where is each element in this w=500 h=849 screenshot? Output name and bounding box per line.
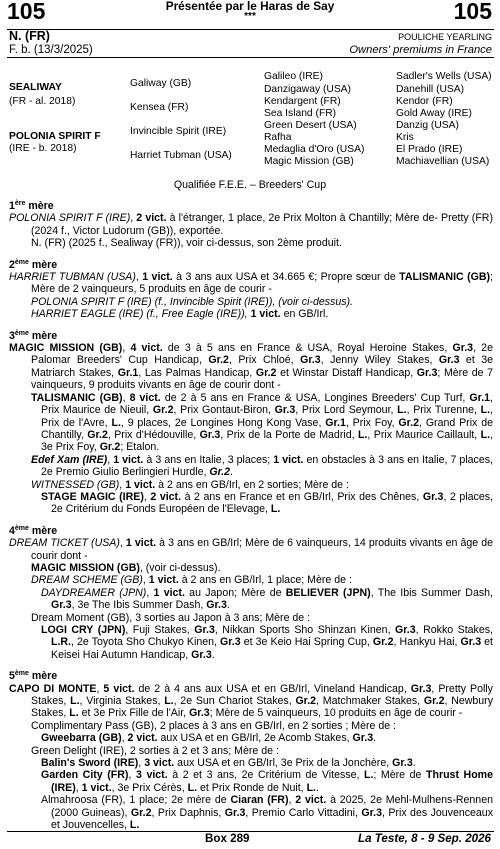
entry-text: et Prix Ronde de Nuit, xyxy=(197,781,307,794)
entry-text: Gr.1 xyxy=(117,366,139,379)
entry-text: Garden City (FR) xyxy=(41,769,129,782)
entry-text: , Pretty Polly Stakes, xyxy=(31,682,493,708)
entry-text: Gr.2 xyxy=(372,636,394,649)
entry-text: L. xyxy=(129,819,140,832)
section-title xyxy=(9,330,493,342)
entry-text: de 2 à 5 ans en France & USA, Longines Breeders' Cup Turf, xyxy=(160,391,470,404)
entry-text: Gr.3 xyxy=(352,732,374,745)
lot-number-right: 105 xyxy=(453,0,492,24)
entry-text: Gr.3 xyxy=(392,757,413,770)
box-number: Box 289 xyxy=(205,832,250,845)
entry-text: , Prix Chloé, xyxy=(228,354,301,367)
entry-text: Gr.2 xyxy=(423,695,445,708)
entry-text: Gr.3 xyxy=(410,682,432,695)
entry-text: , xyxy=(121,732,128,745)
section-ordinal: ère xyxy=(14,200,26,207)
entry-text: Gr.1 xyxy=(325,416,346,429)
entry-text: , xyxy=(122,342,131,355)
entry-text: , xyxy=(130,212,137,225)
divider-top xyxy=(7,29,494,30)
entry-text: 8 vict. xyxy=(129,391,161,404)
venue-date: La Teste, 8 - 9 Sep. 2026 xyxy=(358,832,491,845)
produce-entry xyxy=(9,491,493,516)
pedigree-gen2: Harriet Tubman (USA) xyxy=(130,150,232,161)
pedigree-gen3: Danzigaway (USA) xyxy=(264,84,351,95)
entry-text: 2 vict. xyxy=(295,794,327,807)
dam-section xyxy=(9,259,493,321)
entry-text: et 3e Matriarch Stakes, xyxy=(31,354,493,379)
pedigree-gen3: Rafha xyxy=(264,132,292,143)
entry-text: , xyxy=(143,490,151,503)
entry-text: 1 vict. xyxy=(250,308,281,321)
entry-text: , xyxy=(75,781,82,794)
premium-label: Owners' premiums in France xyxy=(349,44,492,56)
entry-text: à 2 ans en GB/Irl, en 2 sorties; Mère de : xyxy=(155,478,349,491)
entry-text: , Prix Maurice de Nieuil, xyxy=(41,391,493,417)
entry-text: Green Delight (IRE), 2 sorties à 2 et 3 ans; Mère de : xyxy=(31,744,279,757)
entry-text: Gr.3 xyxy=(194,624,215,636)
entry-text: L. xyxy=(164,695,174,708)
pedigree-gen3: Magic Mission (GB) xyxy=(264,156,354,167)
section-title xyxy=(9,259,493,271)
produce-entry xyxy=(9,794,493,831)
entry-text: , The Ibis Summer Dash, xyxy=(370,586,493,599)
section-title xyxy=(9,200,493,212)
entry-text: DAYDREAMER (JPN) xyxy=(41,586,147,599)
entry-text: Gr.1 xyxy=(469,391,491,404)
produce-entry xyxy=(9,271,493,296)
entry-text: 2 vict. xyxy=(136,212,167,225)
entry-text: Complimentary Pass (GB), 2 places à 3 ans en GB/Irl, en 2 sorties ; Mère de : xyxy=(31,719,397,732)
entry-text: DREAM TICKET (USA) xyxy=(9,537,120,550)
entry-text: Gr.2 xyxy=(295,695,317,708)
entry-text: , 2 places, 2e Critérium du Fonds Européen de l'Elevage, xyxy=(51,490,493,516)
produce-entry xyxy=(9,308,493,320)
entry-text: . xyxy=(211,648,215,661)
entry-text: , 2e Sun Chariot Stakes, xyxy=(173,695,296,708)
entry-text: Gr.3 xyxy=(51,599,72,612)
entry-text: L. xyxy=(480,404,491,417)
produce-entry xyxy=(9,587,493,612)
entry-text: 1 vict. xyxy=(113,453,144,466)
entry-text: , Prix de l'Avre, xyxy=(41,404,493,429)
entry-text: 1 vict. xyxy=(142,271,173,284)
produce-entry xyxy=(9,624,493,661)
dam-info: (IRE - b. 2018) xyxy=(9,143,77,154)
entry-text: , xyxy=(119,478,126,491)
section-ordinal: ème xyxy=(14,258,29,266)
entry-text: Gweebarra (GB) xyxy=(41,732,122,745)
entry-text: 1 vict. xyxy=(273,453,304,466)
entry-text: Balin's Sword (IRE) xyxy=(41,757,139,770)
entry-text: Gr.2 xyxy=(209,466,231,479)
entry-text: L. xyxy=(397,404,407,417)
entry-text: Gr.3 xyxy=(206,599,227,612)
entry-text: . xyxy=(226,599,230,612)
section-number: 3 xyxy=(9,329,15,342)
entry-text: 5 vict. xyxy=(103,682,135,695)
entry-text: Almahroosa (FR), 1 place; 2e mère de xyxy=(41,794,231,807)
entry-text: Gr.3 xyxy=(395,624,416,636)
entry-text: 2 vict. xyxy=(127,732,158,745)
entry-text: à 3 ans en GB/Irl; Mère de 6 vainqueurs, 14 produits vivants en âge de courir dont - xyxy=(31,537,493,562)
entry-text: aux USA et en GB/Irl, 2e Acomb Stakes, xyxy=(157,732,353,745)
entry-text: et Keisei Hai Autumn Handicap, xyxy=(51,636,494,661)
entry-text: N. (FR) (2025 f., Sealiway (FR)), voir ci-dessus, son 2ème produit. xyxy=(31,237,342,250)
entry-text: , Prix des Jouvenceaux et Jouvencelles, xyxy=(51,806,493,832)
pedigree-gen2: Invincible Spirit (IRE) xyxy=(130,126,227,137)
entry-text: à 3 ans aux USA et 34.665 €; Propre sœur de xyxy=(172,271,400,284)
section-word: mère xyxy=(28,258,58,271)
section-number: 2 xyxy=(9,258,15,271)
entry-text: HARRIET TUBMAN (USA) xyxy=(9,271,136,284)
entry-text: . xyxy=(373,732,377,745)
entry-text: , Fuji Stakes, xyxy=(125,624,195,636)
entry-text: , Prix de la Porte de Madrid, xyxy=(220,428,358,441)
coat-birth: F. b. (13/3/2025) xyxy=(9,44,93,56)
stars-marker: *** xyxy=(244,11,256,22)
entry-text: en obstacles à 3 ans en Italie, 7 places, 2e Premio Giulio Berlingieri Hurdle, xyxy=(41,453,493,479)
pedigree-gen2: Galiway (GB) xyxy=(130,78,192,89)
sire-name: SEALIWAY xyxy=(9,82,62,93)
entry-text: 3 vict. xyxy=(144,757,175,770)
entry-text: , 2e Palomar Breeders' Cup Handicap, xyxy=(31,342,493,367)
entry-text: 1 vict. xyxy=(148,574,179,587)
entry-text: à 2 ans en GB/Irl, 1 place; Mère de : xyxy=(178,574,352,587)
entry-text: , Premio Carlo Vittadini, xyxy=(245,806,362,819)
entry-text: ; Mère de xyxy=(373,769,427,782)
entry-text: Gr.3 xyxy=(220,636,241,649)
entry-text: CAPO DI MONTE xyxy=(9,682,97,695)
entry-text: , Prix Daphnis, xyxy=(151,806,225,819)
entry-text: , xyxy=(119,537,126,550)
entry-text: WITNESSED (GB) xyxy=(31,478,120,491)
entry-text: L. xyxy=(70,695,80,708)
produce-entry xyxy=(9,212,493,237)
horse-name: N. (FR) xyxy=(9,29,50,43)
entry-text: et 3e Keio Hai Spring Cup, xyxy=(240,636,373,649)
produce-entry xyxy=(9,745,493,757)
section-word: mère xyxy=(25,200,54,212)
section-word: mère xyxy=(28,524,58,537)
entry-text: Gr.3 xyxy=(452,342,474,355)
entry-text: Gr.2 xyxy=(152,404,174,417)
entry-text: 1 vict. xyxy=(125,478,156,491)
pedigree-gen3: Galileo (IRE) xyxy=(264,71,323,82)
produce-entry xyxy=(9,732,493,744)
entry-text: Gr.2 xyxy=(130,806,152,819)
produce-entry xyxy=(9,342,493,392)
entry-text: Gr.2 xyxy=(87,428,108,441)
entry-text: POLONIA SPIRIT F (IRE) xyxy=(9,212,131,225)
entry-text: à 2 ans en France et en GB/Irl, Prix des Chênes, xyxy=(181,490,423,503)
produce-entry xyxy=(9,612,493,624)
entry-text: 1 vict. xyxy=(125,537,157,550)
pedigree-gen3: Sea Island (FR) xyxy=(264,108,337,119)
entry-text: , 2e Toyota Sho Chukyo Kinen, xyxy=(71,636,221,649)
pedigree-gen3: Kendargent (FR) xyxy=(264,96,341,107)
entry-text: et 3e Prix Fille de l'Air, xyxy=(78,707,190,720)
entry-text: , xyxy=(128,769,136,782)
entry-text: Dream Moment (GB), 3 sorties au Japon à 3 ans; Mère de : xyxy=(31,611,311,624)
entry-text: , xyxy=(138,757,145,770)
dam-section xyxy=(9,330,493,516)
produce-entry xyxy=(9,683,493,720)
entry-text: , Rokko Stakes, xyxy=(415,624,493,636)
section-word: mère xyxy=(28,329,58,342)
entry-text: aux USA et en GB/Irl, 3e Prix de la Jonchère, xyxy=(174,757,393,770)
pedigree-gen4: Danehill (USA) xyxy=(396,84,465,95)
entry-text: , Nikkan Sports Sho Shinzan Kinen, xyxy=(214,624,396,636)
entry-text: TALISMANIC (GB) xyxy=(31,391,123,404)
pedigree-gen3: Medaglia d'Oro (USA) xyxy=(264,144,365,155)
dam-section xyxy=(9,200,493,250)
entry-text: , xyxy=(146,586,154,599)
entry-text: à 2025, 2e Mehl-Mulhens-Rennen (2000 Guineas), xyxy=(51,794,493,819)
pedigree-gen3: Green Desert (USA) xyxy=(264,120,357,131)
entry-text: 2 vict. xyxy=(150,490,182,503)
entry-text: MAGIC MISSION (GB) xyxy=(31,561,140,574)
entry-text: L. xyxy=(111,416,121,429)
entry-text: Gr.2 xyxy=(208,354,229,367)
dam-name: POLONIA SPIRIT F xyxy=(9,131,101,142)
entry-text: 3 vict. xyxy=(135,769,168,782)
entry-text: Gr.3 xyxy=(300,354,321,367)
entry-text: BELIEVER (JPN) xyxy=(285,586,371,599)
entry-text: Gr.2 xyxy=(255,366,277,379)
entry-text: , 3e Prix Cérès, xyxy=(111,781,188,794)
entry-text: Gr.3 xyxy=(274,404,296,417)
produce-entry xyxy=(9,574,493,586)
entry-text: Gr.3 xyxy=(460,636,482,649)
produce-entry xyxy=(9,757,493,769)
entry-text: au Japon; Mère de xyxy=(184,586,286,599)
entry-text: . xyxy=(230,466,233,479)
entry-text: et Winstar Distaff Handicap, xyxy=(276,366,417,379)
produce-entry xyxy=(9,769,493,794)
entry-text: , Prix Turenne, xyxy=(406,404,481,417)
section-number: 4 xyxy=(9,524,15,537)
entry-text: Gr.3 xyxy=(416,366,438,379)
entry-text: TALISMANIC (GB) xyxy=(399,271,491,284)
entry-text: ; Mère de 7 vainqueurs, 9 produits vivants en âge de courir dont - xyxy=(31,366,493,392)
entry-text: L. xyxy=(187,781,198,794)
entry-text: Edef Xam (IRE) xyxy=(31,453,108,466)
entry-text: en GB/Irl. xyxy=(280,308,329,321)
produce-entry xyxy=(9,562,493,574)
entry-text: , Prix Gontaut-Biron, xyxy=(173,404,275,417)
section-ordinal: ème xyxy=(14,670,29,678)
entry-text: Gr.3 xyxy=(422,490,444,503)
entry-text: 1 vict. xyxy=(81,781,112,794)
entry-text: L. xyxy=(363,769,374,782)
presented-by: Présentée par le Haras de Say xyxy=(165,0,335,13)
entry-text: . xyxy=(412,757,416,770)
entry-text: DREAM SCHEME (GB) xyxy=(31,574,143,587)
pedigree-gen4: Machiavellian (USA) xyxy=(396,156,490,167)
entry-text: , 9 places, 2e Longines Hong Kong Vase, xyxy=(120,416,326,429)
entry-text: à l'étranger, 1 place, 2e Prix Molton à Chantilly; Mère de- Pretty (FR) (2024 f., Victor Ludorum (GB)), exportée. xyxy=(31,212,493,237)
produce-entry xyxy=(9,537,493,562)
entry-text: Gr.3 xyxy=(361,806,383,819)
entry-text: 1 vict. xyxy=(153,586,185,599)
entry-text: ; Mère de 2 vainqueurs, 5 produits en âge de courir - xyxy=(31,271,493,296)
entry-text: Thrust Home (IRE) xyxy=(51,769,493,794)
lot-number-left: 105 xyxy=(7,0,46,24)
entry-text: Gr.2 xyxy=(398,416,420,429)
entry-text: , Las Palmas Handicap, xyxy=(138,366,256,379)
section-title xyxy=(9,670,493,682)
entry-text: , Matchmaker Stakes, xyxy=(316,695,424,708)
entry-text: POLONIA SPIRIT F (IRE) (f., Invincible Spirit (IRE)), (voir ci-dessus). xyxy=(31,295,353,308)
entry-text: , Hankyu Hai, xyxy=(393,636,461,649)
entry-text: L. xyxy=(270,503,281,516)
entry-text: , 3e Prix Foy, xyxy=(41,428,494,454)
section-ordinal: ème xyxy=(14,329,29,337)
entry-text: , Newbury Stakes, xyxy=(31,695,493,720)
produce-entry xyxy=(9,296,493,308)
entry-text: L. xyxy=(357,428,368,441)
entry-text: . xyxy=(315,781,319,794)
entry-text: L. xyxy=(69,707,79,720)
entry-text: , xyxy=(107,453,114,466)
entry-text: , Virginia Stakes, xyxy=(79,695,165,708)
pedigree-gen4: El Prado (IRE) xyxy=(396,144,463,155)
entry-text: , Jenny Wiley Stakes, xyxy=(320,354,439,367)
section-title xyxy=(9,525,493,537)
dam-section xyxy=(9,525,493,661)
entry-text: L. xyxy=(480,428,491,441)
entry-text: à 2 et 3 ans, 2e Critérium de Vitesse, xyxy=(167,769,364,782)
entry-text: Ciaran (FR) xyxy=(230,794,289,807)
produce-entry xyxy=(9,237,493,249)
entry-text: Gr.2 xyxy=(99,441,121,454)
qualification: Qualifiée F.E.E. – Breeders' Cup xyxy=(173,179,327,191)
dam-section xyxy=(9,670,493,831)
entry-text: , xyxy=(135,271,143,284)
entry-text: Gr.3 xyxy=(224,806,246,819)
entry-text: L. xyxy=(306,781,316,794)
pedigree-gen4: Gold Away (IRE) xyxy=(396,108,472,119)
entry-text: , Prix d'Hédouville, xyxy=(107,428,200,441)
entry-text: HARRIET EAGLE (IRE) (f., Free Eagle (IRE)), xyxy=(31,308,251,321)
entry-text: de 2 à 4 ans aux USA et en GB/Irl, Vineland Handicap, xyxy=(134,682,411,695)
entry-text: de 3 à 5 ans en France & USA, Royal Heroine Stakes, xyxy=(162,342,453,355)
divider-header xyxy=(7,57,494,58)
entry-text: ; Mère de 5 vainqueurs, 10 produits en âge de courir - xyxy=(209,707,463,720)
entry-text: Gr.3 xyxy=(199,428,221,441)
entry-text: STAGE MAGIC (IRE) xyxy=(41,490,144,503)
entry-text: , xyxy=(142,574,149,587)
entry-text: , xyxy=(122,391,130,404)
entry-text: Gr.3 xyxy=(191,648,212,661)
entry-text: ; Etalon. xyxy=(120,441,160,454)
entry-text: Gr.3 xyxy=(189,707,210,720)
section-number: 5 xyxy=(9,670,15,683)
produce-entry xyxy=(9,720,493,732)
entry-text: , 3e The Ibis Summer Dash, xyxy=(71,599,207,612)
entry-text: , Prix Foy, xyxy=(345,416,399,429)
entry-text: L.R. xyxy=(51,636,72,649)
entry-text: , Grand Prix de Chantilly, xyxy=(41,416,493,441)
entry-text: à 3 ans en Italie, 3 places; xyxy=(143,453,274,466)
section-number: 1 xyxy=(9,200,15,212)
section-ordinal: ème xyxy=(14,524,29,532)
entry-text: , (voir ci-dessus). xyxy=(139,561,221,574)
pedigree-gen4: Kendor (FR) xyxy=(396,96,453,107)
pedigree-gen4: Kris xyxy=(396,132,414,143)
entry-text: , xyxy=(96,682,104,695)
entry-text: MAGIC MISSION (GB) xyxy=(9,342,123,355)
catalogue-body xyxy=(9,200,493,832)
entry-text: , Prix Lord Seymour, xyxy=(295,404,398,417)
entry-text: 4 vict. xyxy=(130,342,163,355)
section-word: mère xyxy=(28,670,58,683)
entry-text: , Prix Maurice Caillault, xyxy=(367,428,481,441)
entry-text: Gr.3 xyxy=(438,354,460,367)
pedigree-gen2: Kensea (FR) xyxy=(130,102,189,113)
produce-entry xyxy=(9,392,493,454)
sex-label: POULICHE YEARLING xyxy=(398,32,492,42)
pedigree-gen4: Sadler's Wells (USA) xyxy=(396,71,492,82)
produce-entry xyxy=(9,454,493,479)
entry-text: , xyxy=(288,794,296,807)
entry-text: LOGI CRY (JPN) xyxy=(41,624,126,636)
pedigree-gen4: Danzig (USA) xyxy=(396,120,459,131)
produce-entry xyxy=(9,479,493,491)
sire-info: (FR - al. 2018) xyxy=(9,96,76,107)
